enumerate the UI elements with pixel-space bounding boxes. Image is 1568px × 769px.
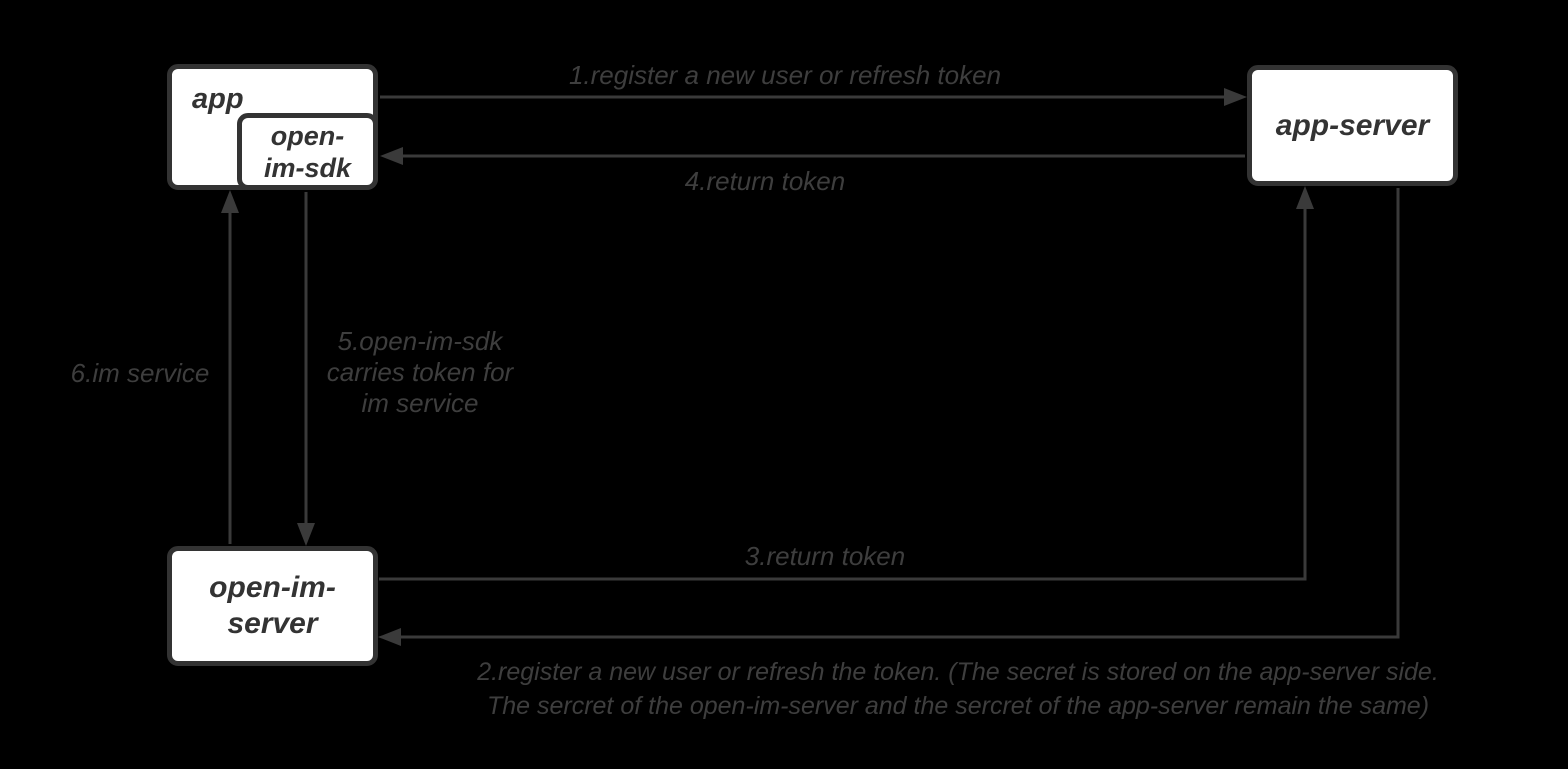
edge-sdk-carries-token [297,192,315,546]
edge-return-token-to-sdk [380,147,1245,165]
edge-label-register-with-secret-line1: 2.register a new user or refresh the token. (The secret is stored on the app-server side. [477,658,1439,686]
arrowhead-up-icon [1296,186,1314,209]
node-app-server-label: app-server [1275,108,1430,142]
arrowhead-up-icon [221,190,239,213]
edge-label-register-with-secret-line2: The sercret of the open-im-server and the sercret of the app-server remain the same) [486,692,1430,720]
node-app-server [1247,65,1458,186]
node-open-im-sdk [237,113,378,190]
edge-label-sdk-carries-token [315,326,525,419]
edge-register-with-secret [378,188,1398,646]
arrowhead-right-icon [1224,88,1247,106]
arrowhead-left-icon [378,628,401,646]
node-app-label: app [192,83,244,115]
edge-label-sdk-carries-token-line1: 5.open-im-sdk [337,326,503,356]
edge-label-register-with-secret [388,655,1528,723]
edge-label-sdk-carries-token-line3: im service [361,388,479,418]
node-open-im-server-label-line1: open-im- [209,571,336,604]
node-open-im-sdk-label-line2: im-sdk [263,152,352,183]
edge-label-return-token-to-app-server: 3.return token [744,541,906,571]
node-open-im-server [167,546,378,666]
edge-label-im-service: 6.im service [70,358,210,388]
arrowhead-down-icon [297,523,315,546]
edge-label-register-token: 1.register a new user or refresh token [568,60,1002,90]
node-open-im-server-label-line2: server [227,607,318,640]
arrowhead-left-icon [380,147,403,165]
edge-label-return-token-to-sdk: 4.return token [684,166,846,196]
node-open-im-sdk-label-line1: open- [270,120,345,151]
edge-label-sdk-carries-token-line2: carries token for [326,357,514,387]
